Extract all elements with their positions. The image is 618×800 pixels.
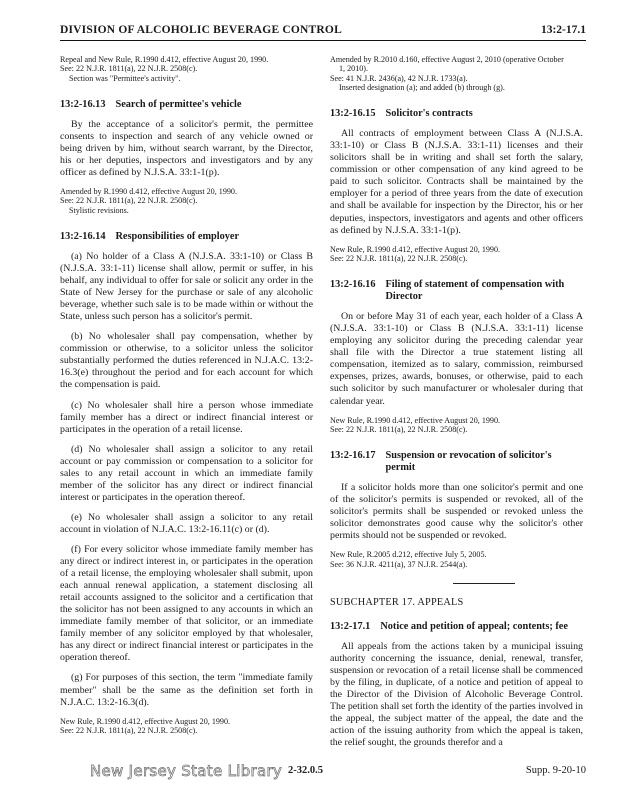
section-paragraph: On or before May 31 of each year, each holder of a Class A (N.J.S.A. 33:1-10) or Class B (N.J.S.A. 33:1-11) license employing any solicitor during the preceding calendar year shall file with the Director a true statement listing all compensation, itemized as to salary, commission, reimbursed expenses, prizes, awards, bonuses, or otherwise, paid to each such solicitor by such manufacturer or wholesaler during that calendar year. <box>330 311 583 407</box>
library-watermark: New Jersey State Library <box>90 762 283 780</box>
history-note: New Rule, R.2005 d.212, effective July 5, 2005. See: 36 N.J.R. 4211(a), 37 N.J.R. 2544(a). <box>330 550 487 569</box>
section-heading-17: 13:2-16.17 Suspension or revocation of solicitor's permit <box>330 450 552 474</box>
section-heading-16: 13:2-16.16 Filing of statement of compensation with Director <box>330 279 565 303</box>
history-note: New Rule, R.1990 d.412, effective August 20, 1990. See: 22 N.J.R. 1811(a), 22 N.J.R. 2508(c). <box>330 244 501 263</box>
left-column <box>60 55 313 735</box>
subchapter-heading: SUBCHAPTER 17. APPEALS <box>330 597 464 608</box>
section-paragraph: (a) No holder of a Class A (N.J.S.A. 33:1-10) or Class B (N.J.S.A. 33:1-11) license shall allow, permit or suffer, in his behalf, any individual to offer for sale or solicit any order in the State of New Jersey for the purchase or sale of any alcoholic beverage, whether such sale is to be made within or without the State, unless such person has a solicitor's permit. <box>60 251 313 323</box>
section-paragraph: (b) No wholesaler shall pay compensation, whether by commission or otherwise, to a solicitor unless the solicitor substantially performed the duties referenced in N.J.A.C. 13:2-16.3(e) throughout the period and for each account for which the compensation is paid. <box>60 331 313 391</box>
section-divider <box>453 583 515 584</box>
section-paragraph: All appeals from the actions taken by a municipal issuing authority concerning the issuance, denial, renewal, transfer, suspension or revocation of a retail license shall be commenced by the filing, in duplicate, of a notice and petition of appeal to the Director of the Division of Alcoholic Beverage Control. The petition shall set forth the identity of the parties involved in the appeal, the subject matter of the appeal, the date and the action of the issuing authority from which the appeal is taken, the relief sought, the grounds therefor and a <box>330 641 583 749</box>
right-column <box>330 55 583 757</box>
history-note: New Rule, R.1990 d.412, effective August 20, 1990. See: 22 N.J.R. 1811(a), 22 N.J.R. 2508(c). <box>330 415 501 434</box>
supplement-date: Supp. 9-20-10 <box>525 765 586 776</box>
section-paragraph: If a solicitor holds more than one solicitor's permit and one of the solicitor's permits is suspended or revoked, all of the solicitor's permits shall be suspended or revoked unless the solicitor demonstrates good cause why the solicitor's other permits should not be suspended or revoked. <box>330 482 583 542</box>
history-note: Amended by R.1990 d.412, effective August 20, 1990. See: 22 N.J.R. 1811(a), 22 N.J.R. 2508(c). Stylistic revisions. <box>60 187 237 215</box>
history-note: Repeal and New Rule, R.1990 d.412, effective August 20, 1990. See: 22 N.J.R. 1811(a), 22 N.J.R. 2508(c). Section was "Permittee's activity". <box>60 55 269 83</box>
section-paragraph: By the acceptance of a solicitor's permit, the permittee consents to inspection and search of any vehicle owned or being driven by him, without search warrant, by the Director, his or her deputies, inspectors and investigators and by any officer as defined by N.J.S.A. 33:1-1(p). <box>60 118 313 179</box>
section-paragraph: (g) For purposes of this section, the term "immediate family member" shall be the same as the definition set forth in N.J.A.C. 13:2-16.3(d). <box>60 672 313 708</box>
header-title: DIVISION OF ALCOHOLIC BEVERAGE CONTROL <box>60 24 342 36</box>
page-footer <box>60 762 586 782</box>
section-paragraph: All contracts of employment between Class A (N.J.S.A. 33:1-10) or Class B (N.J.S.A. 33:1-11) licenses and their solicitors shall be in writing and shall set forth the salary, commission or other compensation of any kind agreed to be paid to such solicitor. Contracts shall be maintained by the employer for a period of three years from the date of execution and shall be available for inspection by the Director, his or her deputies, inspectors, investigators and agents and other officers as defined by N.J.S.A. 33:1-1(p). <box>330 128 583 236</box>
header-section-ref: 13:2-17.1 <box>540 24 586 36</box>
section-paragraph: (e) No wholesaler shall assign a solicitor to any retail account in violation of N.J.A.C. 13:2-16.11(c) or (d). <box>60 511 313 535</box>
section-heading-15: 13:2-16.15 Solicitor's contracts <box>330 108 473 120</box>
section-heading-17-1: 13:2-17.1 Notice and petition of appeal; contents; fee <box>330 621 568 632</box>
page-number: 2-32.0.5 <box>288 765 323 776</box>
section-paragraph: (c) No wholesaler shall hire a person whose immediate family member has a direct or indirect financial interest or participates in the operation of a retail license. <box>60 399 313 435</box>
history-note: Amended by R.2010 d.160, effective August 2, 2010 (operative October 1, 2010). See: 41 N.J.R. 2436(a), 42 N.J.R. 1733(a). Inserted designation (a); and added (b) through (g). <box>330 55 564 92</box>
running-header <box>60 20 586 41</box>
section-heading-14: 13:2-16.14 Responsibilities of employer <box>60 231 240 243</box>
section-paragraph: (d) No wholesaler shall assign a solicitor to any retail account or pay commission or compensation to a solicitor for sales to any retail account in which an immediate family member of the solicitor has any direct or indirect financial interest or participates in the operation thereof. <box>60 443 313 503</box>
section-paragraph: (f) For every solicitor whose immediate family member has any direct or indirect interest in, or participates in the operation of a retail license, the employing wholesaler shall submit, upon each annual renewal application, a statement disclosing all retail accounts assigned to the solicitor and a certification that the solicitor has not been assigned to any accounts in which an immediate family member of that solicitor, or an immediate family member of any solicitor employed by that wholesaler, has any direct or indirect financial interest or participates in the operation thereof. <box>60 544 313 664</box>
history-note: New Rule, R.1990 d.412, effective August 20, 1990. See: 22 N.J.R. 1811(a), 22 N.J.R. 2508(c). <box>60 716 231 735</box>
section-heading-13: 13:2-16.13 Search of permittee's vehicle <box>60 98 242 110</box>
